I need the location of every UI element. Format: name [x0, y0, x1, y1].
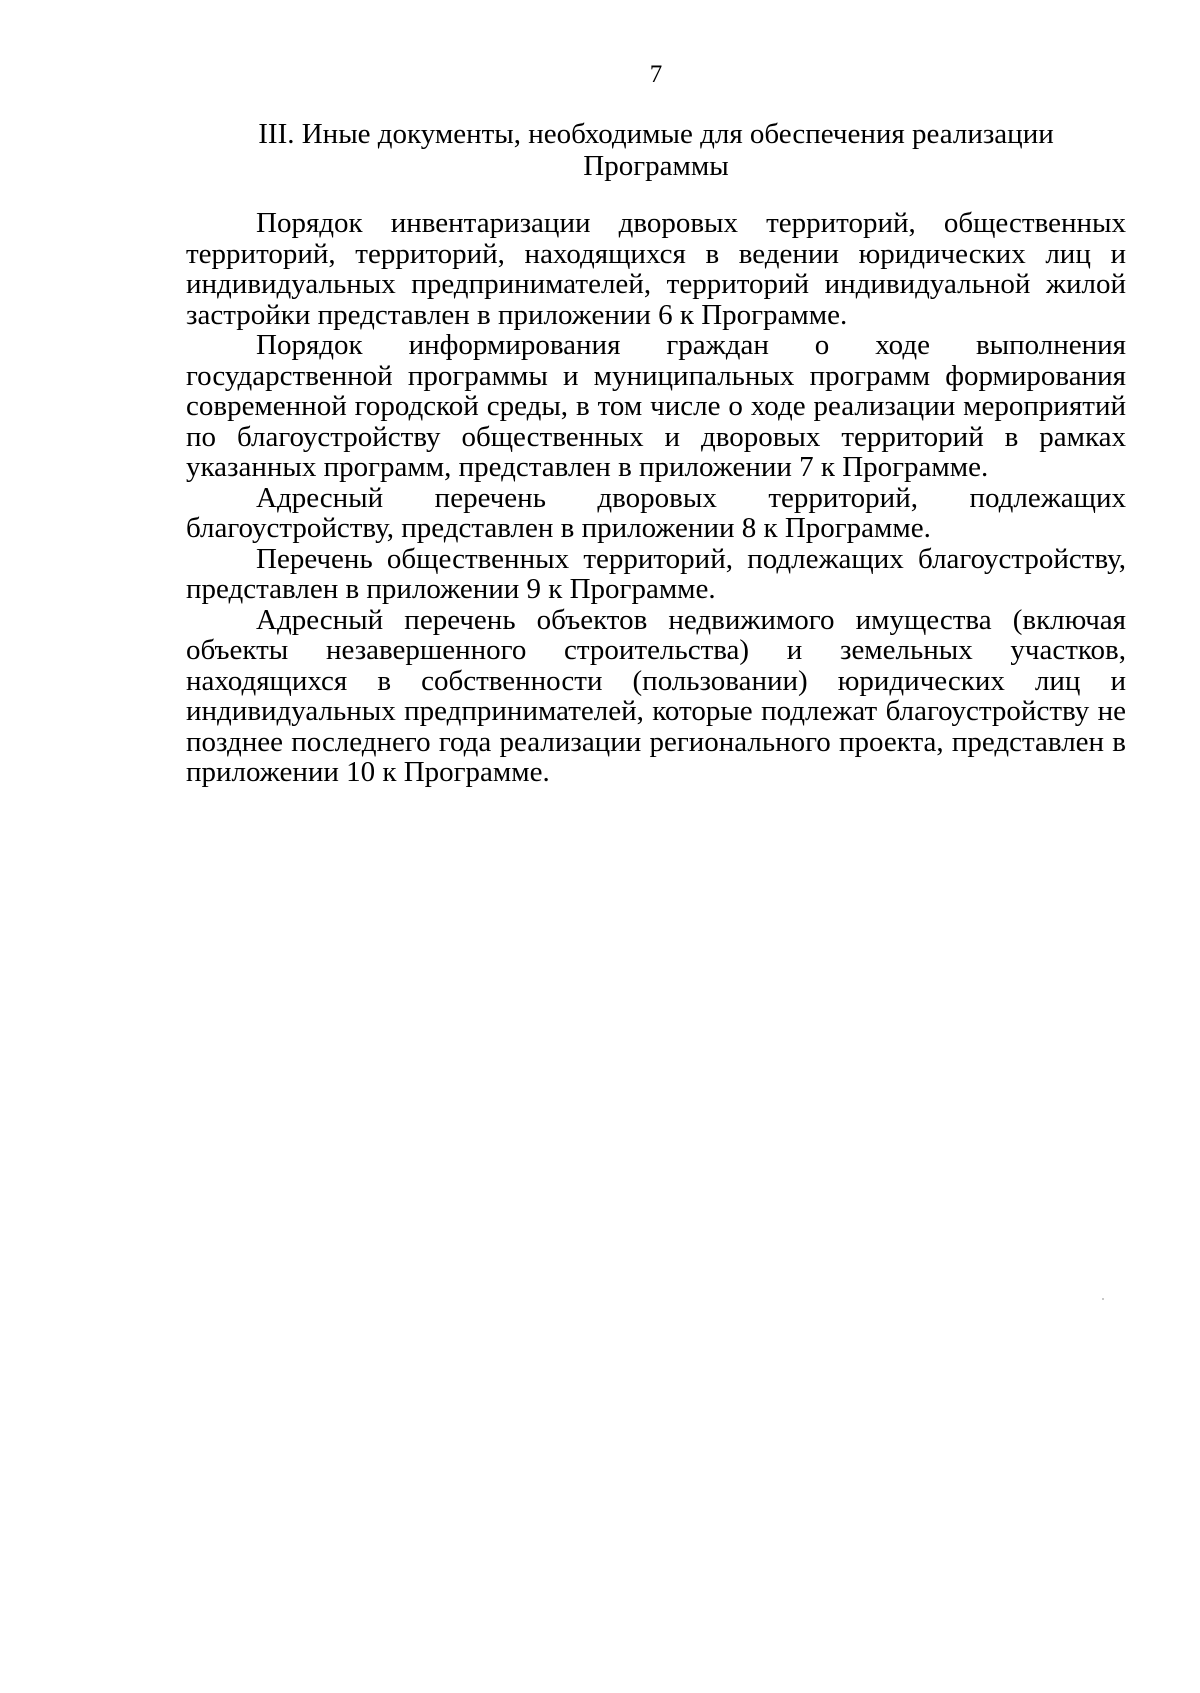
paragraph-informing-procedure: Порядок информирования граждан о ходе выполнения государственной программы и муниципальных программ формирования современной городской среды, в том числе о ходе реализации мероприятий по благоустройству общественных и дворовых территорий в рамках указанных программ, представлен в приложении 7 к Программе. [186, 329, 1126, 483]
section-title [186, 118, 1126, 182]
scan-speck [1102, 1298, 1104, 1300]
paragraph-real-estate-list: Адресный перечень объектов недвижимого имущества (включая объекты незавершенного строительства) и земельных участков, находящихся в собственности (пользовании) юридических лиц и индивидуальных предпринимателей, которые подлежат благоустройству не позднее последнего года реализации регионального проекта, представлен в приложении 10 к Программе. [186, 603, 1126, 788]
section-title-line-2: Программы [583, 150, 729, 182]
paragraph-inventory-procedure: Порядок инвентаризации дворовых территорий, общественных территорий, территорий, находящихся в ведении юридических лиц и индивидуальных предпринимателей, территорий индивидуальной жилой застройки представлен в приложении 6 к Программе. [186, 207, 1126, 331]
document-body [186, 208, 1126, 788]
paragraph-yard-territories-list: Адресный перечень дворовых территорий, подлежащих благоустройству, представлен в приложении 8 к Программе. [186, 481, 1126, 544]
page-number: 7 [649, 61, 663, 88]
paragraph-public-territories-list: Перечень общественных территорий, подлежащих благоустройству, представлен в приложении 9 к Программе. [186, 542, 1126, 605]
section-title-line-1: III. Иные документы, необходимые для обеспечения реализации [258, 118, 1054, 150]
